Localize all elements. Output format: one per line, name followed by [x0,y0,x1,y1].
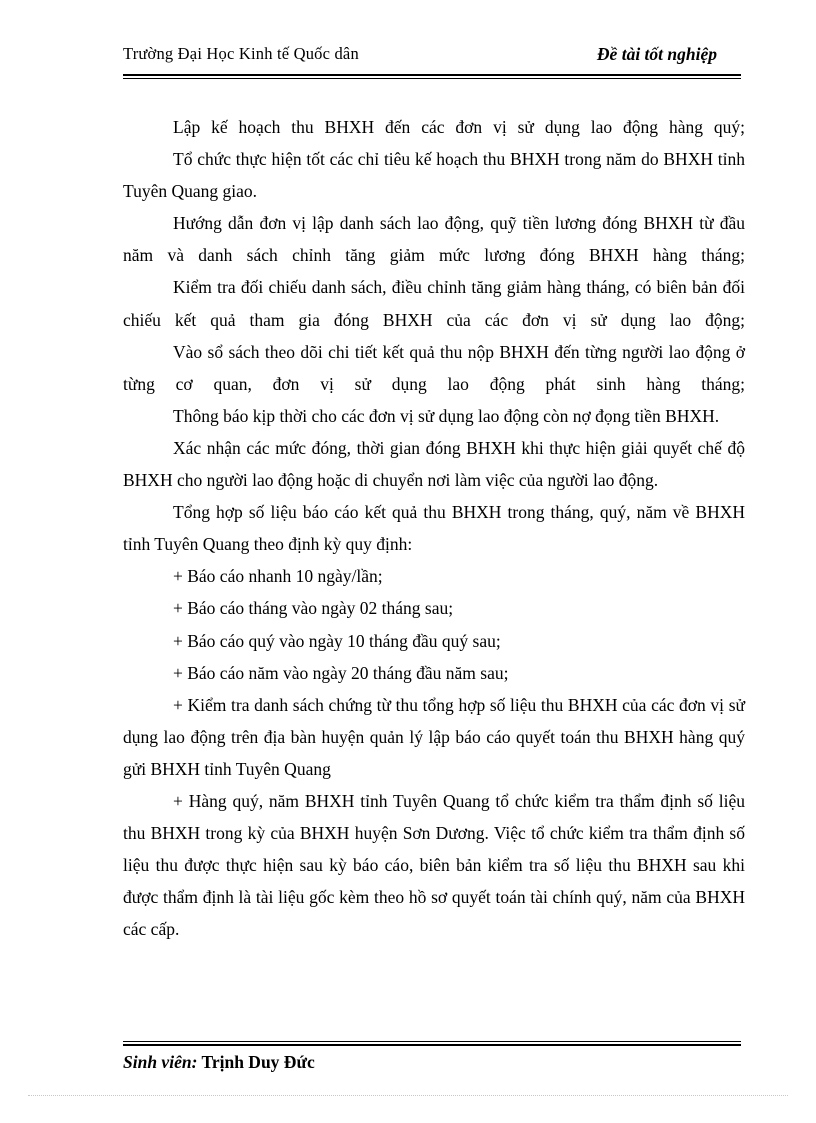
university-name: Trường Đại Học Kinh tế Quốc dân [123,44,359,63]
footer-rule-thick [123,1044,741,1046]
paragraph: Tổ chức thực hiện tốt các chỉ tiêu kế hoạch thu BHXH trong năm do BHXH tỉnh Tuyên Quang giao. [123,149,745,202]
document-title: Đề tài tốt nghiệp [596,44,717,64]
document-body [123,111,745,945]
page-header [123,44,741,68]
paragraph: Tổng hợp số liệu báo cáo kết quả thu BHXH trong tháng, quý, năm về BHXH tỉnh Tuyên Quang theo định kỳ quy định: [123,502,745,555]
paragraph: Lập kế hoạch thu BHXH đến các đơn vị sử dụng lao động hàng quý; [173,117,745,137]
list-item: + Hàng quý, năm BHXH tỉnh Tuyên Quang tổ chức kiểm tra thẩm định số liệu thu BHXH trong kỳ của BHXH huyện Sơn Dương. Việc tổ chức kiểm tra thẩm định số liệu thu được thực hiện sau kỳ báo cáo, biên bản kiểm tra số liệu thu BHXH sau khi được thẩm định là tài liệu gốc kèm theo hồ sơ quyết toán tài chính quý, năm của BHXH các cấp. [123,790,745,940]
list-item: + Báo cáo nhanh 10 ngày/lần; [173,566,383,587]
page-footer [123,1052,315,1073]
paragraph: Hướng dẫn đơn vị lập danh sách lao động, quỹ tiền lương đóng BHXH từ đầu năm và danh sách chỉnh tăng giảm mức lương đóng BHXH hàng tháng; [123,213,745,266]
list-item: + Báo cáo quý vào ngày 10 tháng đầu quý sau; [173,630,501,651]
header-rule-thin [123,78,741,79]
paragraph: Thông báo kịp thời cho các đơn vị sử dụng lao động còn nợ đọng tiền BHXH. [173,405,720,426]
paragraph: Vào sổ sách theo dõi chi tiết kết quả thu nộp BHXH đến từng người lao động ở từng cơ quan, đơn vị sử dụng lao động phát sinh hàng tháng; [123,341,745,394]
student-name: Trịnh Duy Đức [201,1052,315,1072]
list-item: + Báo cáo năm vào ngày 20 tháng đầu năm sau; [173,662,509,683]
page-bottom-dotted-line [28,1095,788,1096]
footer-rule-thin [123,1041,741,1042]
paragraph: Kiểm tra đối chiếu danh sách, điều chỉnh tăng giảm hàng tháng, có biên bản đối chiếu kết quả tham gia đóng BHXH của các đơn vị sử dụng lao động; [123,277,745,330]
paragraph: Xác nhận các mức đóng, thời gian đóng BHXH khi thực hiện giải quyết chế độ BHXH cho người lao động hoặc di chuyển nơi làm việc của người lao động. [123,437,745,491]
list-item: + Báo cáo tháng vào ngày 02 tháng sau; [173,598,454,619]
header-rule-thick [123,74,741,76]
student-label: Sinh viên: [123,1052,198,1072]
list-item: + Kiểm tra danh sách chứng từ thu tổng hợp số liệu thu BHXH của các đơn vị sử dụng lao động trên địa bàn huyện quản lý lập báo cáo quyết toán thu BHXH hàng quý gửi BHXH tỉnh Tuyên Quang [123,694,745,779]
